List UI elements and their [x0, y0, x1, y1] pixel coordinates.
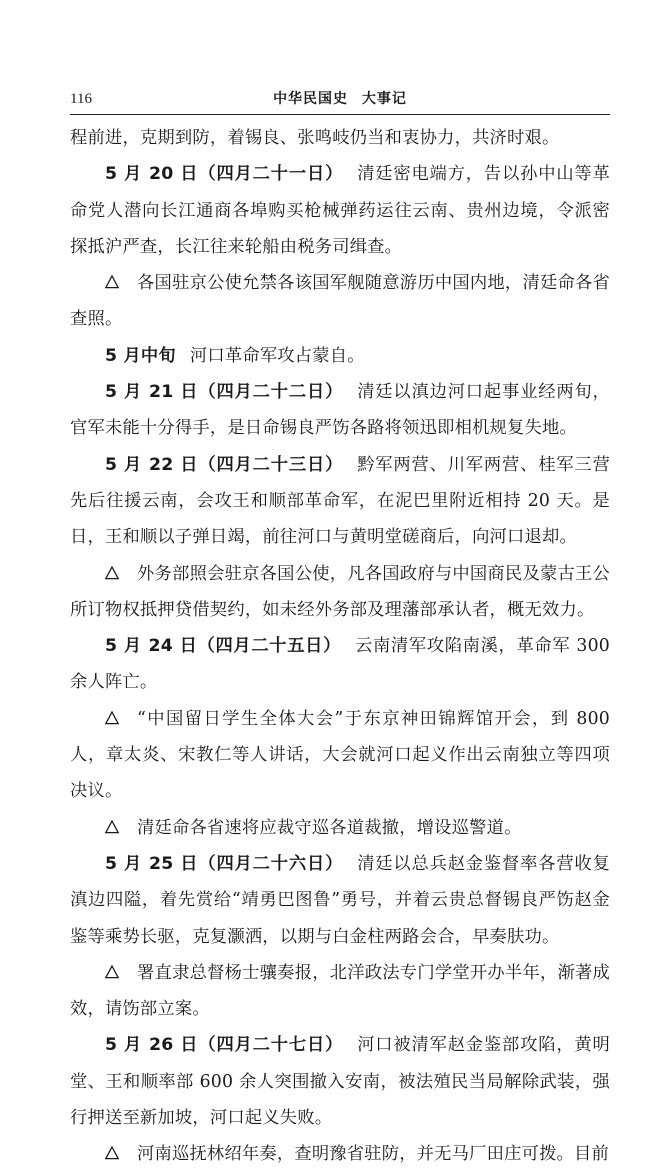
- paragraph-text: 外务部照会驻京各国公使，凡各国政府与中国商民及蒙古王公所订物权抵押贷借契约，如未经外务部及理藩部承认者，概无效力。: [70, 563, 610, 620]
- triangle-marker-icon: [105, 275, 119, 289]
- entry-date: 5 月中旬: [105, 345, 176, 366]
- paragraph-text: 云南清军攻陷南溪，革命军 300 余人阵亡。: [70, 636, 610, 693]
- sub-entry-paragraph: [70, 556, 610, 629]
- paragraph-text: 清廷以滇边河口起事业经两旬，官军未能十分得手，是日命锡良严饬各路将领迅即相机规复失地。: [70, 382, 610, 439]
- entry-paragraph: [70, 338, 610, 374]
- sub-entry-paragraph: [70, 810, 610, 846]
- sub-entry-paragraph: [70, 265, 610, 338]
- page-header: [70, 88, 610, 115]
- entry-paragraph: [70, 447, 610, 556]
- entry-paragraph: [70, 1027, 610, 1136]
- paragraph-text: 黔军两营、川军两营、桂军三营先后往援云南，会攻王和顺部革命军，在泥巴里附近相持 20 天。是日，王和顺以子弹日竭，前往河口与黄明堂磋商后，向河口退却。: [70, 454, 610, 548]
- paragraph-text: “中国留日学生全体大会”于东京神田锦辉馆开会，到 800 人，章太炎、宋教仁等人讲话，大会就河口起义作出云南独立等四项决议。: [70, 708, 610, 802]
- paragraph-text: 各国驻京公使允禁各该国军舰随意游历中国内地，清廷命各省查照。: [70, 273, 610, 330]
- triangle-marker-icon: [105, 965, 119, 979]
- paragraph-text: 清廷命各省速将应裁守巡各道裁撤，增设巡警道。: [137, 817, 522, 838]
- paragraph-text: 清廷密电端方，告以孙中山等革命党人潜向长江通商各埠购买枪械弹药运往云南、贵州边境，令派密探抵沪严查，长江往来轮船由税务司缉查。: [70, 164, 610, 257]
- paragraph-text: 河南巡抚林绍年奏，查明豫省驻防，并无马厂田庄可拨。目前: [137, 1144, 609, 1165]
- entry-date: 5 月 22 日（四月二十三日）: [105, 454, 344, 475]
- page-number: 116: [70, 91, 92, 107]
- triangle-marker-icon: [105, 711, 119, 725]
- entry-paragraph: [70, 156, 610, 265]
- paragraph-text: 署直隶总督杨士骧奏报，北洋政法专门学堂开办半年，渐著成效，请饬部立案。: [70, 962, 610, 1020]
- sub-entry-paragraph: [70, 955, 610, 1028]
- paragraph-text: 河口革命军攻占蒙自。: [189, 345, 365, 366]
- paragraph-text: 清廷以总兵赵金鉴督率各营收复滇边四隘，着先赏给“靖勇巴图鲁”勇号，并着云贵总督锡良严饬赵金鉴等乘势长驱，克复灏洒，以期与白金柱两路会合，早奏肤功。: [70, 853, 610, 947]
- sub-entry-paragraph: [70, 1136, 610, 1172]
- running-title: 中华民国史 大事记: [273, 91, 407, 107]
- entry-paragraph: [70, 846, 610, 955]
- triangle-marker-icon: [105, 566, 119, 580]
- entry-date: 5 月 20 日（四月二十一日）: [105, 164, 344, 185]
- triangle-marker-icon: [105, 1146, 119, 1160]
- paragraph-text: 程前进，克期到防，着锡良、张鸣岐仍当和衷协力，共济时艰。: [70, 128, 560, 148]
- entry-date: 5 月 25 日（四月二十六日）: [105, 853, 344, 874]
- paragraph-text: 河口被清军赵金鉴部攻陷，黄明堂、王和顺率部 600 余人突围撤入安南，被法殖民当局解除武装，强行押送至新加坡，河口起义失败。: [70, 1035, 610, 1129]
- entry-paragraph: [70, 374, 610, 447]
- entry-date: 5 月 26 日（四月二十七日）: [105, 1035, 344, 1056]
- triangle-marker-icon: [105, 820, 119, 834]
- page-body: [70, 120, 610, 1173]
- entry-paragraph: [70, 628, 610, 701]
- paragraph: [70, 120, 610, 156]
- sub-entry-paragraph: [70, 701, 610, 810]
- entry-date: 5 月 21 日（四月二十二日）: [105, 382, 344, 403]
- entry-date: 5 月 24 日（四月二十五日）: [105, 636, 342, 657]
